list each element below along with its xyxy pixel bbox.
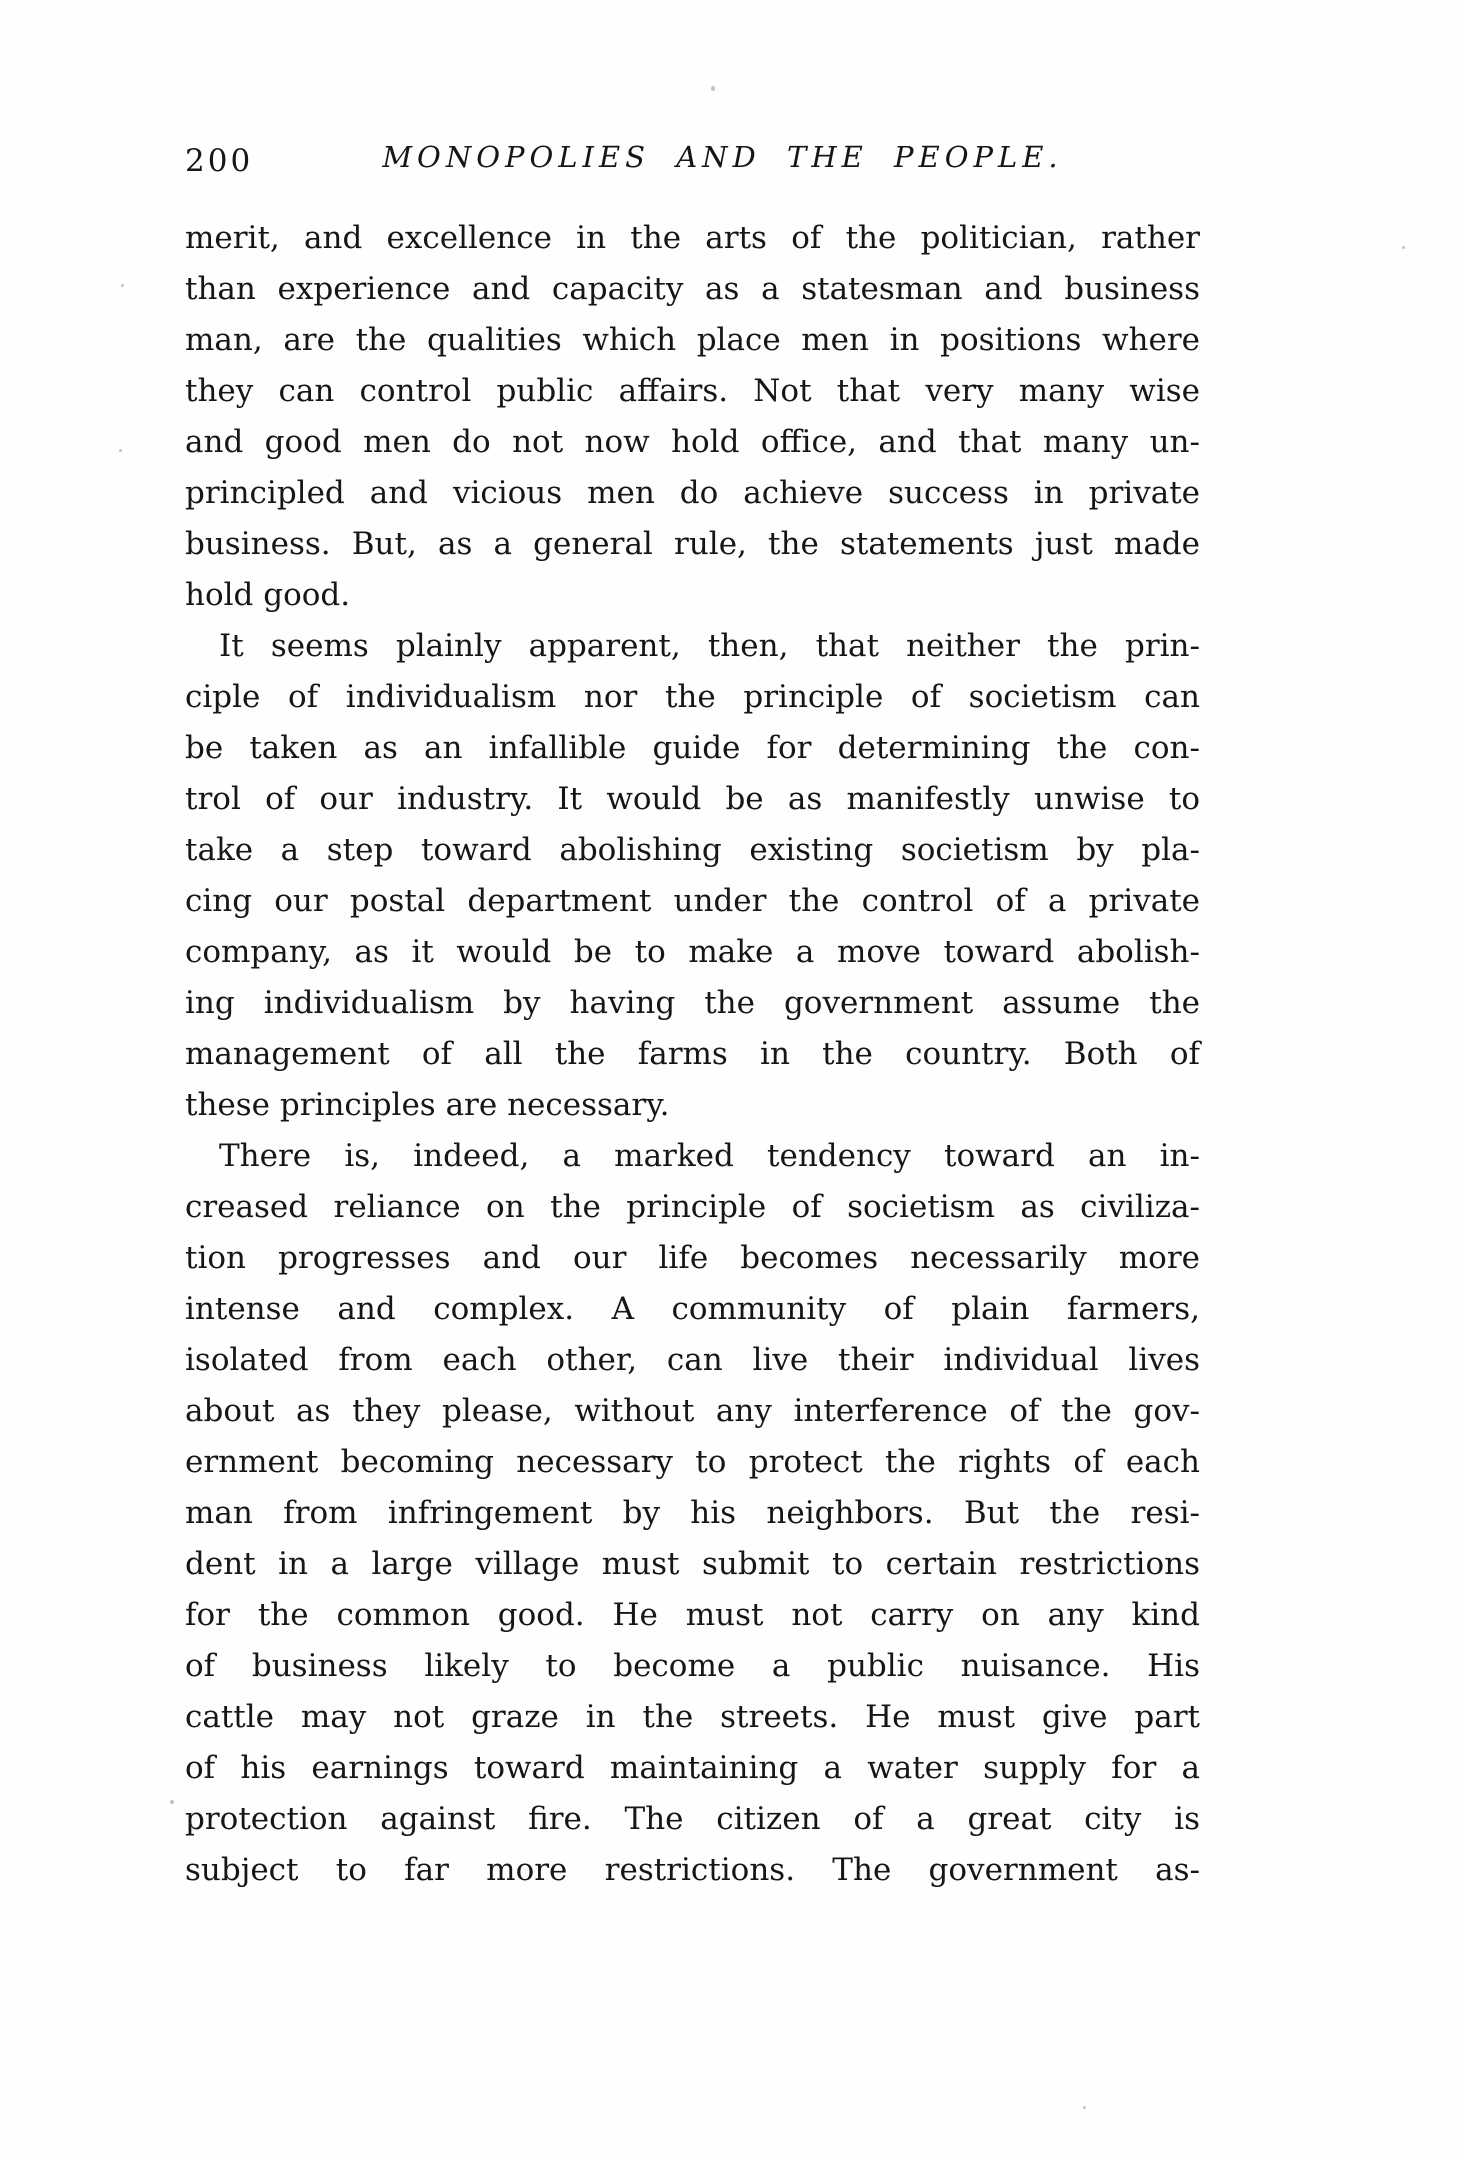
- text-line: It seems plainly apparent, then, that neither the prin-: [219, 628, 1200, 664]
- text-line: ernment becoming necessary to protect the rights of each: [185, 1444, 1200, 1480]
- scan-speck: [119, 449, 122, 452]
- scan-speck: [1083, 2106, 1086, 2109]
- text-line: than experience and capacity as a statesman and business: [185, 271, 1200, 307]
- text-line: take a step toward abolishing existing societism by pla-: [185, 832, 1200, 868]
- text-line: about as they please, without any interference of the gov-: [185, 1393, 1200, 1429]
- scan-speck: [711, 86, 715, 91]
- text-line: these principles are necessary.: [185, 1087, 670, 1123]
- text-line: company, as it would be to make a move toward abolish-: [185, 934, 1200, 970]
- text-line: protection against fire. The citizen of a great city is: [185, 1801, 1200, 1837]
- text-line: creased reliance on the principle of societism as civiliza-: [185, 1189, 1200, 1225]
- text-line: tion progresses and our life becomes necessarily more: [185, 1240, 1200, 1276]
- text-line: subject to far more restrictions. The government as-: [185, 1852, 1200, 1888]
- scan-speck: [121, 284, 124, 287]
- running-title: MONOPOLIES AND THE PEOPLE.: [382, 140, 1063, 174]
- text-line: ing individualism by having the government assume the: [185, 985, 1200, 1021]
- text-line: isolated from each other, can live their individual lives: [185, 1342, 1200, 1378]
- text-line: cattle may not graze in the streets. He must give part: [185, 1699, 1200, 1735]
- text-line: man, are the qualities which place men in positions where: [185, 322, 1200, 358]
- text-line: be taken as an infallible guide for determining the con-: [185, 730, 1200, 766]
- text-line: intense and complex. A community of plain farmers,: [185, 1291, 1200, 1327]
- text-line: they can control public affairs. Not that very many wise: [185, 373, 1200, 409]
- text-line: There is, indeed, a marked tendency toward an in-: [219, 1138, 1200, 1174]
- text-line: for the common good. He must not carry on any kind: [185, 1597, 1200, 1633]
- text-line: business. But, as a general rule, the statements just made: [185, 526, 1200, 562]
- text-line: trol of our industry. It would be as manifestly unwise to: [185, 781, 1200, 817]
- text-line: ciple of individualism nor the principle of societism can: [185, 679, 1200, 715]
- text-block: [185, 213, 1200, 1896]
- text-line: and good men do not now hold office, and that many un-: [185, 424, 1200, 460]
- scan-speck: [1402, 246, 1405, 249]
- page-header: [185, 140, 1200, 186]
- text-line: man from infringement by his neighbors. But the resi-: [185, 1495, 1200, 1531]
- text-line: cing our postal department under the control of a private: [185, 883, 1200, 919]
- text-line: dent in a large village must submit to certain restrictions: [185, 1546, 1200, 1582]
- scan-speck: [170, 1800, 174, 1804]
- text-line: hold good.: [185, 577, 351, 613]
- text-line: of his earnings toward maintaining a water supply for a: [185, 1750, 1200, 1786]
- page-number: 200: [185, 143, 254, 179]
- text-line: merit, and excellence in the arts of the politician, rather: [185, 220, 1200, 256]
- text-line: principled and vicious men do achieve success in private: [185, 475, 1200, 511]
- text-line: management of all the farms in the country. Both of: [185, 1036, 1200, 1072]
- text-line: of business likely to become a public nuisance. His: [185, 1648, 1200, 1684]
